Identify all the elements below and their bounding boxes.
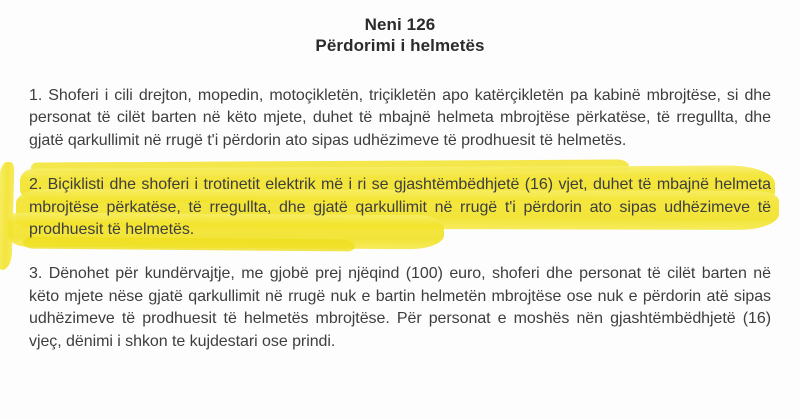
article-header [0, 0, 800, 56]
paragraph-2-highlighted [29, 174, 771, 241]
article-body [29, 85, 771, 353]
paragraph-1-text: 1. Shoferi i cili drejton, mopedin, motoçikletën, triçikletën apo katërçikletën pa kabinë mbrojtëse, si dhe personat të cilët barten në këto mjete, duhet të mbajnë helmeta mbrojtëse përkatëse, të rregullta, dhe gjatë qarkullimit në rrugë t'i përdorin ato sipas udhëzimeve të prodhuesit të helmetës. [29, 87, 771, 149]
article-subtitle: Përdorimi i helmetës [315, 36, 485, 55]
article-title: Neni 126 [364, 15, 436, 34]
highlighter-stroke-bottom [23, 237, 355, 252]
paragraph-1 [29, 85, 771, 152]
paragraph-2-text: 2. Biçiklisti dhe shoferi i trotinetit elektrik më i ri se gjashtëmbëdhjetë (16) vjet, duhet të mbajnë helmeta mbrojtëse përkatëse, të rregullta, dhe gjatë qarkullimit në rrugë t'i përdorin ato sipas udhëzimeve të prodhuesit të helmetës. [29, 176, 771, 239]
paragraph-3 [29, 263, 771, 353]
paragraph-3-text: 3. Dënohet për kundërvajtje, me gjobë prej njëqind (100) euro, shoferi dhe personat të cilët barten në këto mjete nëse gjatë qarkullimit në rrugë nuk e bartin helmetën mbrojtëse ose nuk e përdorin atë sipas udhëzimeve të prodhuesit të helmetës mbrojtëse. Për personat e moshës nën gjashtëmbëdhjetë (16) vjeç, dënimi i shkon te kujdestari ose prindi. [29, 265, 771, 350]
